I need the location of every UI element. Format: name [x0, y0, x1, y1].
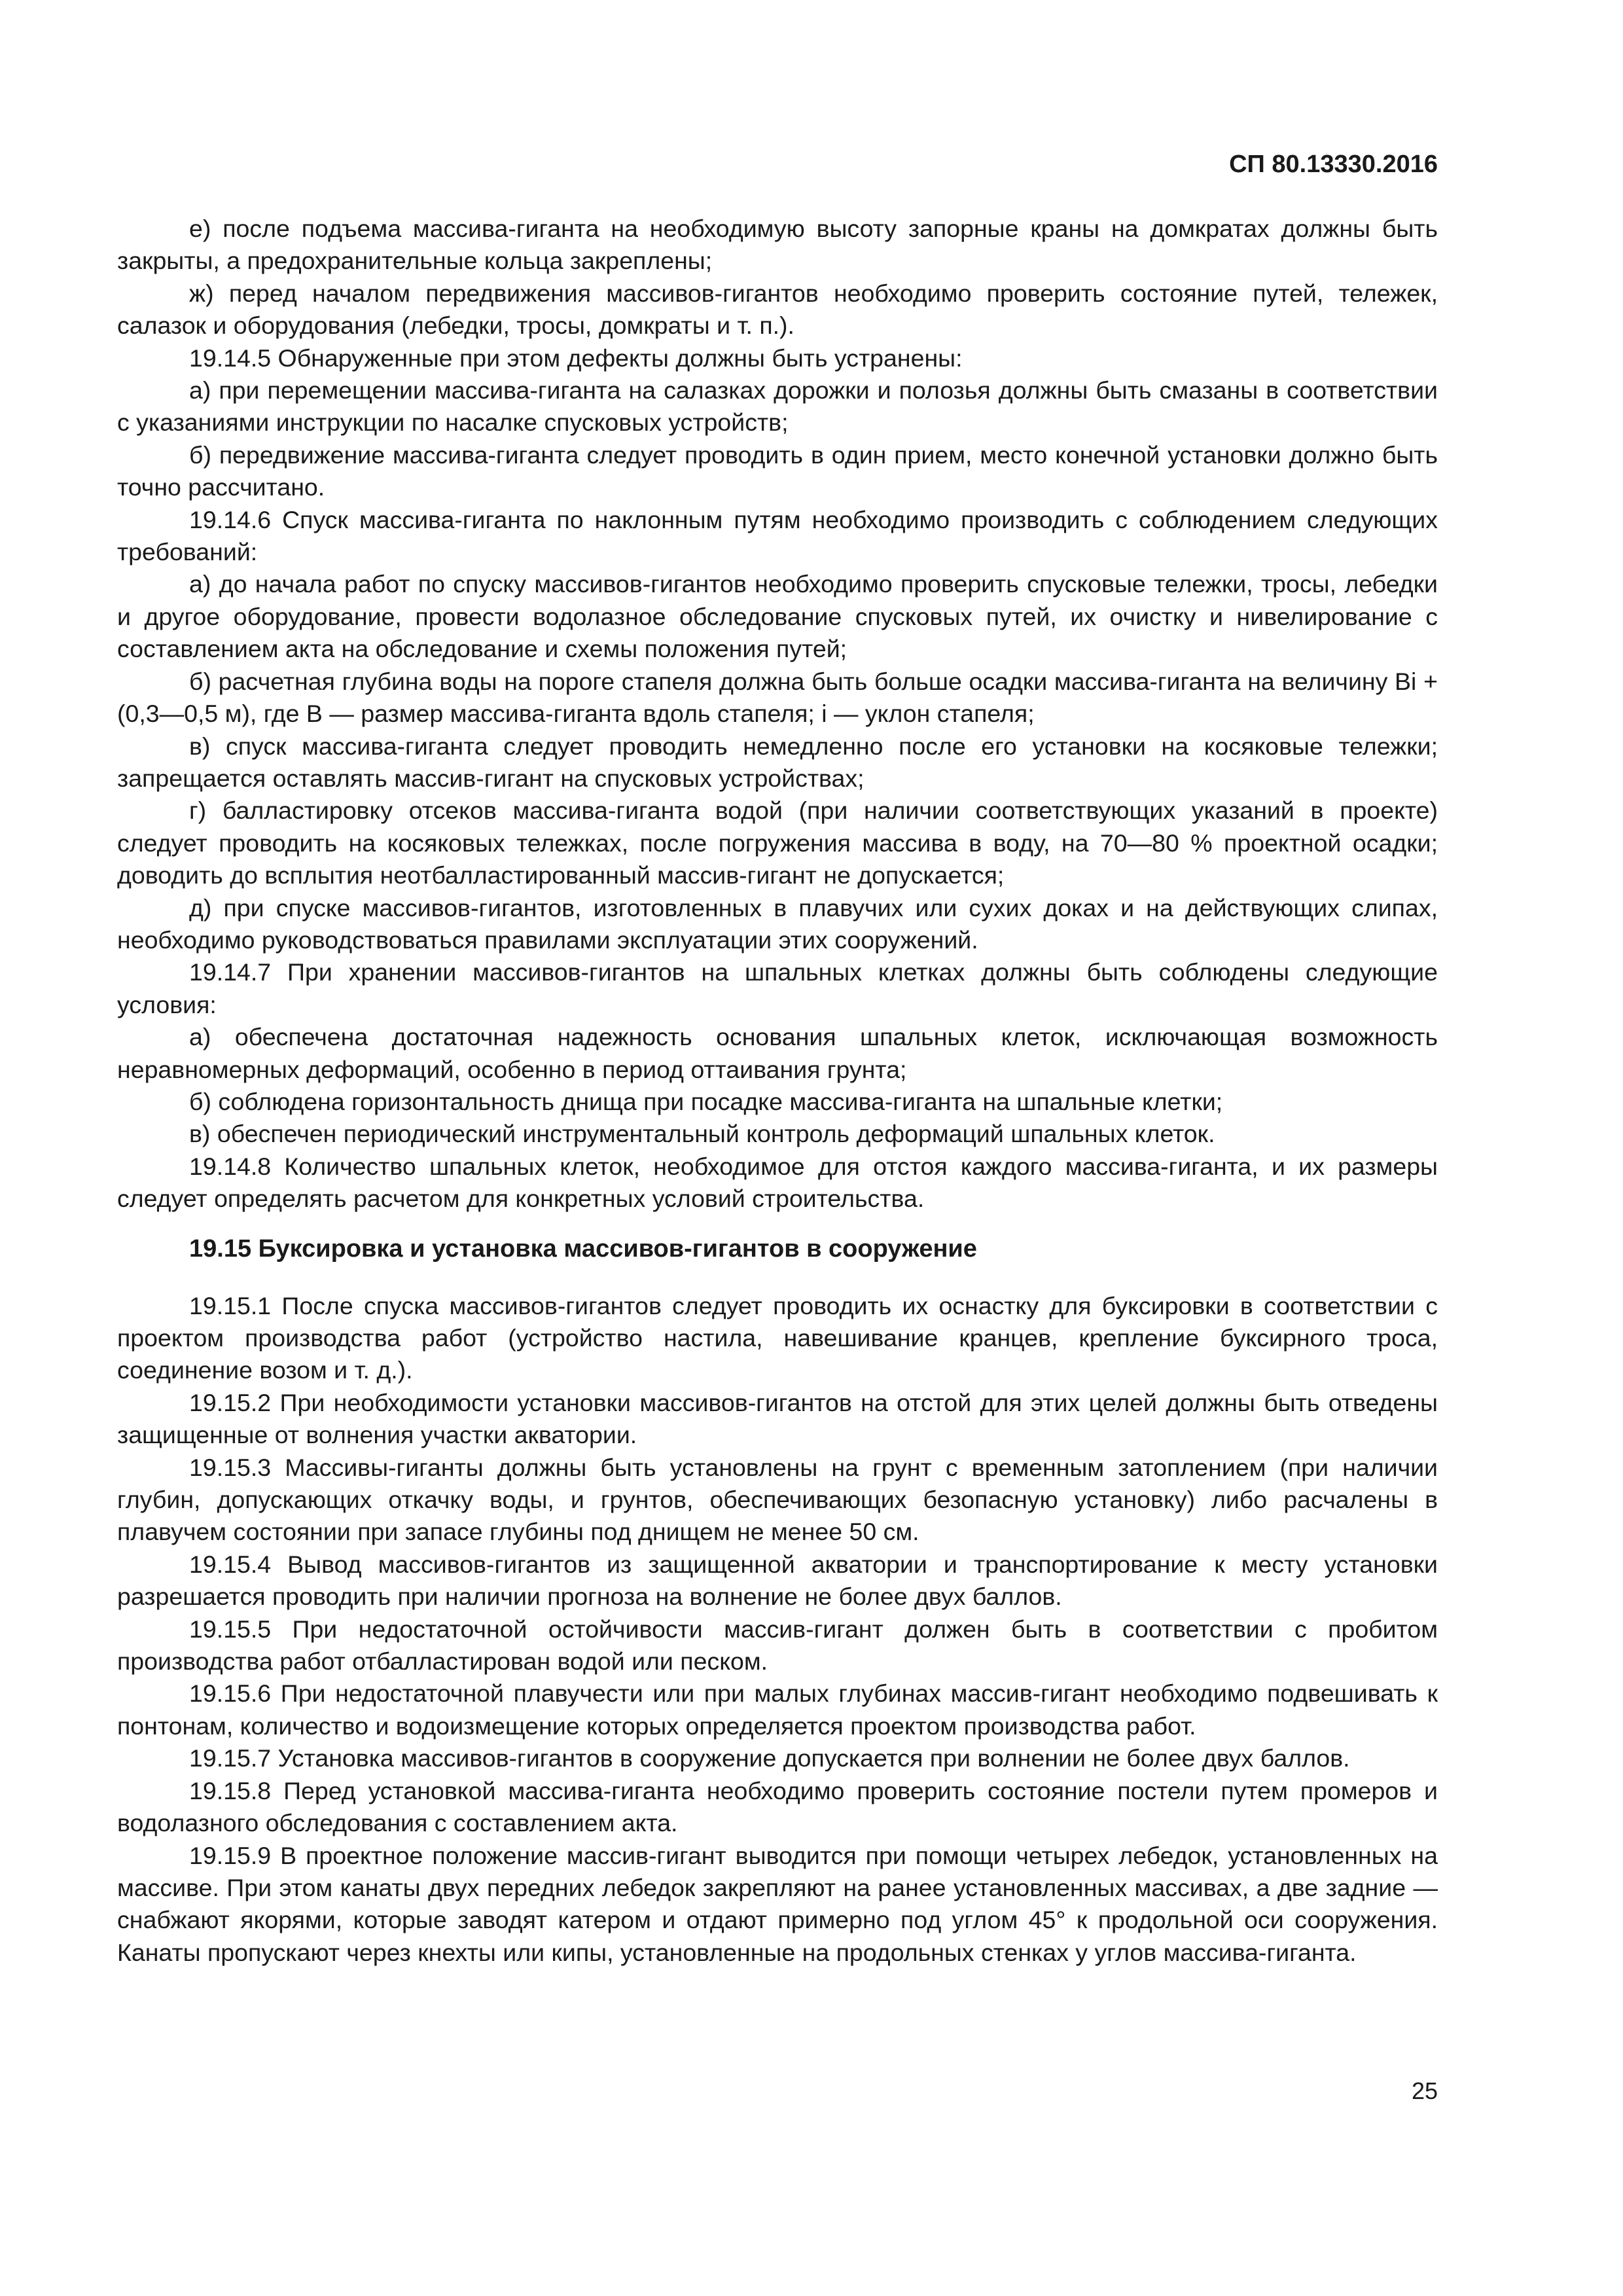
paragraph-group-2 — [117, 1290, 1438, 1969]
paragraph: 19.14.5 Обнаруженные при этом дефекты должны быть устранены: — [189, 344, 963, 372]
page-number: 25 — [1411, 2077, 1438, 2104]
paragraph: 19.15.3 Массивы-гиганты должны быть установлены на грунт с временным затоплением (при наличии глубин, допускающих откачку воды, и грунтов, обеспечивающих безопасную установку) либо расчалены в плавучем состоянии при запасе глубины под днищем не менее 50 см. — [117, 1453, 1438, 1546]
document-code: СП 80.13330.2016 — [1229, 151, 1438, 178]
paragraph: 19.15.8 Перед установкой массива-гиганта необходимо проверить состояние постели путем промеров и водолазного обследования с составлением акта. — [117, 1776, 1438, 1837]
paragraph: 19.14.8 Количество шпальных клеток, необходимое для отстоя каждого массива-гиганта, и их размеры следует определять расчетом для конкретных условий строительства. — [117, 1152, 1438, 1213]
paragraph: а) обеспечена достаточная надежность основания шпальных клеток, исключающая возможность неравномерных деформаций, особенно в период оттаивания грунта; — [117, 1023, 1438, 1083]
paragraph: б) расчетная глубина воды на пороге стапеля должна быть больше осадки массива-гиганта на величину Bi + (0,3—0,5 м), где B — размер массива-гиганта вдоль стапеля; i — уклон стапеля; — [117, 667, 1438, 728]
document-body — [117, 213, 1438, 1969]
paragraph: е) после подъема массива-гиганта на необходимую высоту запорные краны на домкратах должны быть закрыты, а предохранительные кольца закреплены; — [117, 215, 1438, 275]
paragraph: 19.15.5 При недостаточной остойчивости массив-гигант должен быть в соответствии с пробитом производства работ отбалластирован водой или песком. — [117, 1615, 1438, 1676]
paragraph: б) передвижение массива-гиганта следует проводить в один прием, место конечной установки должно быть точно рассчитано. — [117, 440, 1438, 501]
paragraph: в) спуск массива-гиганта следует проводить немедленно после его установки на косяковые тележки; запрещается оставлять массив-гигант на спусковых устройствах; — [117, 732, 1438, 792]
paragraph-group-1 — [117, 213, 1438, 1215]
paragraph: 19.15.7 Установка массивов-гигантов в сооружение допускается при волнении не более двух баллов. — [189, 1744, 1350, 1772]
paragraph: 19.15.9 В проектное положение массив-гигант выводится при помощи четырех лебедок, установленных на массиве. При этом канаты двух передних лебедок закрепляют на ранее установленных массивах, а две задние — снабжают якорями, которые заводят катером и отдают примерно под углом 45° к продольной оси сооружения. Канаты пропускают через кнехты или кипы, установленные на продольных стенках у углов массива-гиганта. — [117, 1841, 1438, 1966]
paragraph: а) при перемещении массива-гиганта на салазках дорожки и полозья должны быть смазаны в соответствии с указаниями инструкции по насалке спусковых устройств; — [117, 376, 1438, 437]
section-heading: 19.15 Буксировка и установка массивов-гигантов в сооружение — [189, 1234, 977, 1263]
paragraph: 19.15.4 Вывод массивов-гигантов из защищенной акватории и транспортирование к месту установки разрешается проводить при наличии прогноза на волнение не более двух баллов. — [117, 1550, 1438, 1611]
paragraph: 19.14.7 При хранении массивов-гигантов на шпальных клетках должны быть соблюдены следующие условия: — [117, 958, 1438, 1018]
paragraph: 19.15.2 При необходимости установки массивов-гигантов на отстой для этих целей должны быть отведены защищенные от волнения участки акватории. — [117, 1388, 1438, 1449]
paragraph: б) соблюдена горизонтальность днища при посадке массива-гиганта на шпальные клетки; — [189, 1087, 1223, 1115]
paragraph: в) обеспечен периодический инструментальный контроль деформаций шпальных клеток. — [189, 1120, 1215, 1148]
paragraph: г) балластировку отсеков массива-гиганта водой (при наличии соответствующих указаний в проекте) следует проводить на косяковых тележках, после погружения массива в воду, на 70—80 % проектной осадки; доводить до всплытия неотбалластированный массив-гигант не допускается; — [117, 797, 1438, 889]
paragraph: 19.15.6 При недостаточной плавучести или при малых глубинах массив-гигант необходимо подвешивать к понтонам, количество и водоизмещение которых определяется проектом производства работ. — [117, 1679, 1438, 1740]
paragraph: д) при спуске массивов-гигантов, изготовленных в плавучих или сухих доках и на действующих слипах, необходимо руководствоваться правилами эксплуатации этих сооружений. — [117, 893, 1438, 954]
paragraph: а) до начала работ по спуску массивов-гигантов необходимо проверить спусковые тележки, тросы, лебедки и другое оборудование, провести водолазное обследование спусковых путей, их очистку и нивелирование с составлением акта на обследование и схемы положения путей; — [117, 570, 1438, 663]
paragraph: 19.15.1 После спуска массивов-гигантов следует проводить их оснастку для буксировки в соответствии с проектом производства работ (устройство настила, навешивание кранцев, крепление буксирного троса, соединение возом и т. д.). — [117, 1291, 1438, 1384]
paragraph: ж) перед началом передвижения массивов-гигантов необходимо проверить состояние путей, тележек, салазок и оборудования (лебедки, тросы, домкраты и т. п.). — [117, 279, 1438, 340]
paragraph: 19.14.6 Спуск массива-гиганта по наклонным путям необходимо производить с соблюдением следующих требований: — [117, 505, 1438, 566]
